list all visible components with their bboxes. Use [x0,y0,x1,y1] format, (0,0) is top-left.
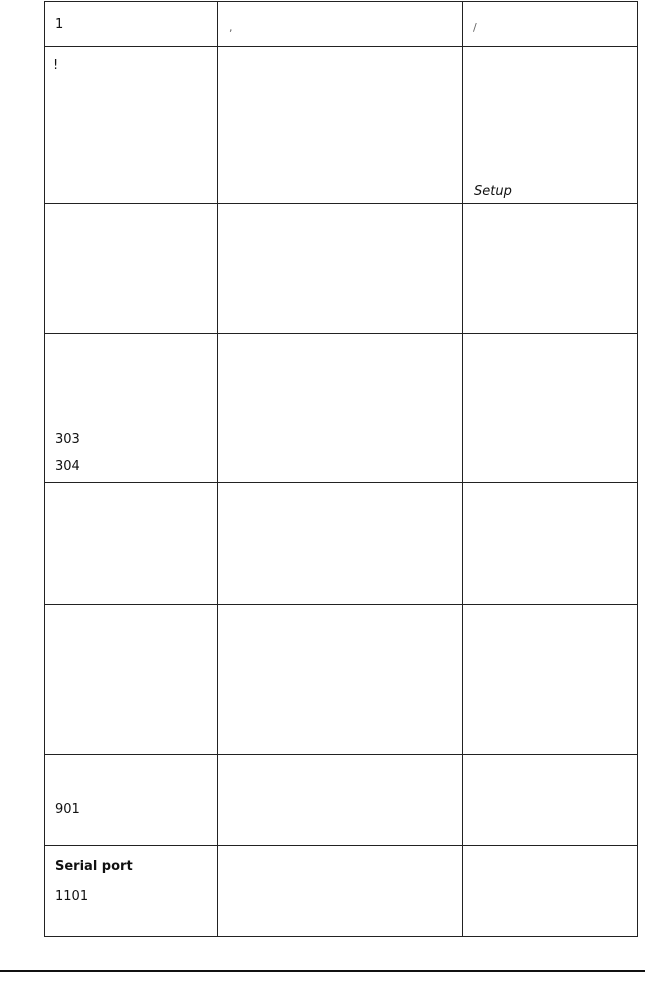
table-right-rule [637,1,638,936]
row-6-item-901: 901 [55,802,80,817]
header-cell-col1: 1 [55,17,64,32]
row-1-col3-setup: Setup [474,184,512,199]
row-5-bottom-rule [44,754,638,755]
header-cell-col3: / [473,21,477,34]
row-3-bottom-rule [44,482,638,483]
header-bottom-rule [44,46,638,47]
row-1-col1-fragment: ! [53,58,59,73]
row-1-bottom-rule [44,203,638,204]
table-top-rule [44,1,638,2]
page-footer-rule [0,970,645,972]
header-cell-col2: , [229,21,233,34]
row-7-heading-serial-port: Serial port [55,859,133,874]
column-divider-2 [462,1,463,936]
table-bottom-rule [44,936,638,937]
column-1-left-rule [44,1,45,936]
row-4-bottom-rule [44,604,638,605]
row-3-item-304: 304 [55,459,80,474]
row-2-bottom-rule [44,333,638,334]
column-divider-1 [217,1,218,936]
row-7-item-1101: 1101 [55,889,89,904]
row-3-item-303: 303 [55,432,80,447]
row-6-bottom-rule [44,845,638,846]
